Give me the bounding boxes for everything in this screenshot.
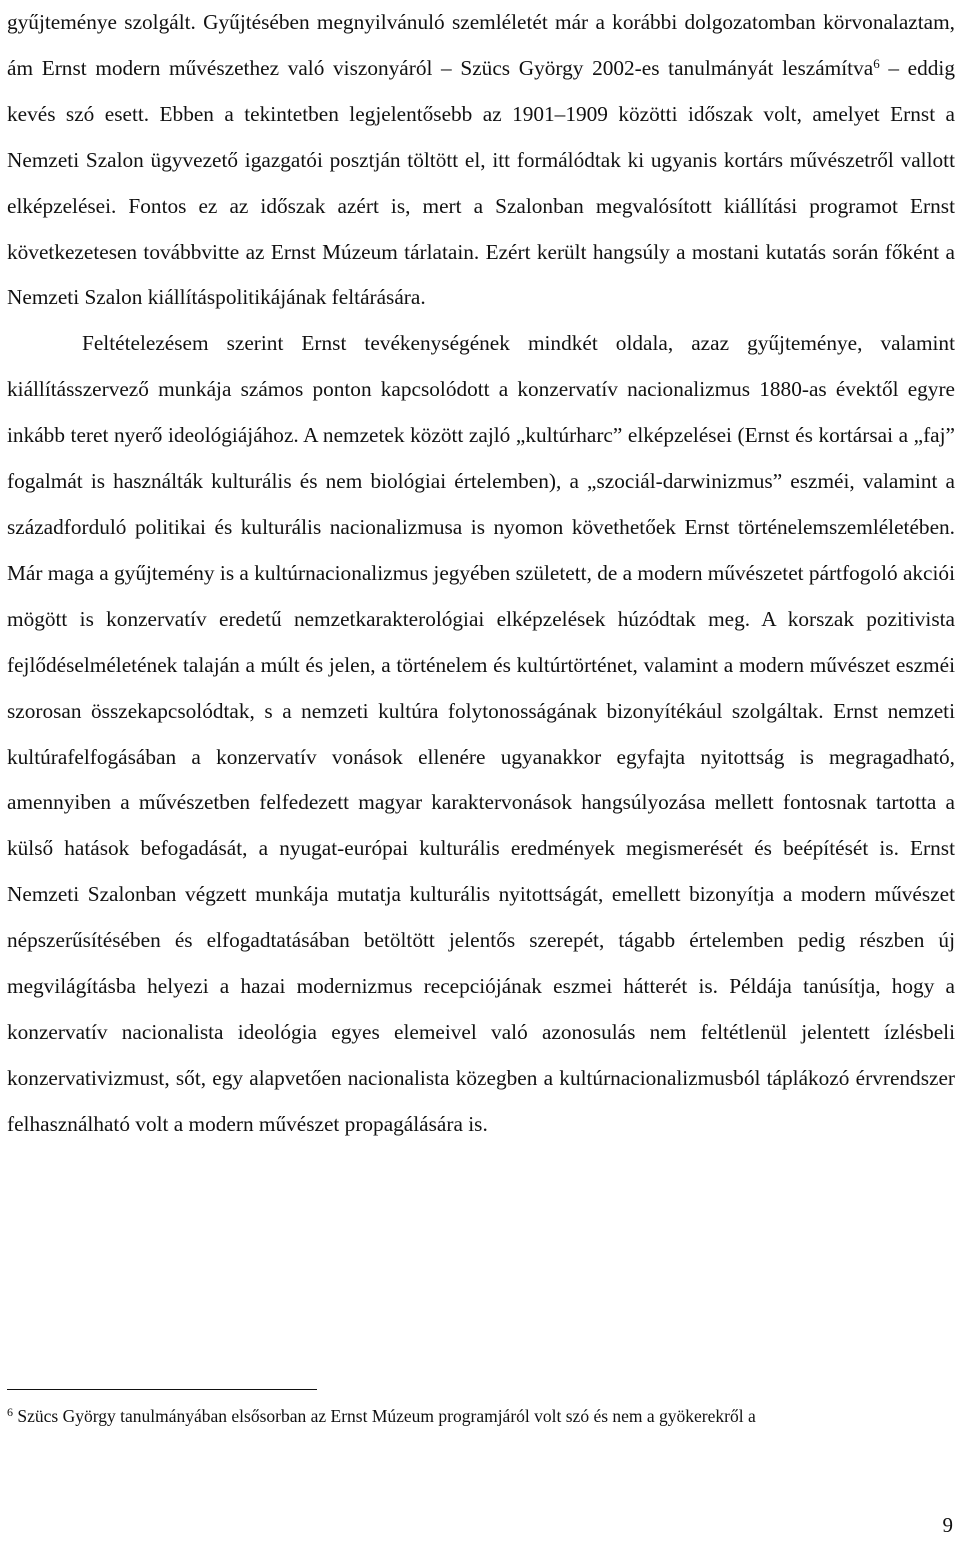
- footnote: [7, 1401, 955, 1431]
- document-page: [7, 0, 955, 1554]
- paragraph-1-start: gyűjteménye szolgált. Gyűjtésében megnyilvánuló szemléletét már a korábbi dolgozatomban körvonalaztam, ám Ernst modern művészethez való viszonyáról – Szücs György 2002-es tanulmányát leszámítva: [7, 10, 955, 80]
- footnote-text: Szücs György tanulmányában elsősorban az Ernst Múzeum programjáról volt szó és nem a gyökerekről a: [13, 1406, 756, 1426]
- paragraph-1-end: – eddig kevés szó esett. Ebben a tekintetben legjelentősebb az 1901–1909 közötti időszak volt, amelyet Ernst a Nemzeti Szalon ügyvezető igazgatói posztján töltött el, itt formálódtak ki ugyanis kortárs művészetről vallott elképzelései. Fontos ez az időszak azért is, mert a Szalonban megvalósított kiállítási programot Ernst következetesen továbbvitte az Ernst Múzeum tárlatain. Ezért került hangsúly a mostani kutatás során főként a Nemzeti Szalon kiállításpolitikájának feltárására.: [7, 55, 955, 310]
- paragraph-2: Feltételezésem szerint Ernst tevékenységének mindkét oldala, azaz gyűjteménye, valamint kiállításszervező munkája számos ponton kapcsolódott a konzervatív nacionalizmus 1880-as évektől egyre inkább teret nyerő ideológiájához. A nemzetek között zajló „kultúrharc” elképzelései (Ernst és kortársai a „faj” fogalmát is használták kulturális és nem biológiai értelemben), a „szociál-darwinizmus” eszméi, valamint a századforduló politikai és kulturális nacionalizmusa is nyomon követhetőek Ernst történelemszemléletében. Már maga a gyűjtemény is a kultúrnacionalizmus jegyében született, de a modern művészetet pártfogoló akciói mögött is konzervatív eredetű nemzetkarakterológiai elképzelések húzódtak meg. A korszak pozitivista fejlődéselméletének talaján a múlt és jelen, a történelem és kultúrtörténet, valamint a modern művészet eszméi szorosan összekapcsolódtak, s a nemzeti kultúra folytonosságának bizonyítékául szolgáltak. Ernst nemzeti kultúrafelfogásában a konzervatív vonások ellenére ugyanakkor egyfajta nyitottság is megragadható, amennyiben a művészetben felfedezett magyar karaktervonások hangsúlyozása mellett fontosnak tartotta a külső hatások befogadását, a nyugat-európai kulturális eredmények megismerését és beépítését is. Ernst Nemzeti Szalonban végzett munkája mutatja kulturális nyitottságát, emellett bizonyítja a modern művészet népszerűsítésében és elfogadtatásában betöltött jelentős szerepét, tágabb értelemben pedig részben új megvilágításba helyezi a hazai modernizmus recepciójának eszmei hátterét is. Példája tanúsítja, hogy a konzervatív nacionalista ideológia egyes elemeivel való azonosulás nem feltétlenül jelentett ízlésbeli konzervativizmust, sőt, egy alapvetően nacionalista közegben a kultúrnacionalizmusból táplákozó érvrendszer felhasználható volt a modern művészet propagálására is.: [7, 331, 955, 1136]
- body-text: [7, 0, 955, 1148]
- paragraph-1: [7, 0, 955, 321]
- footnote-reference[interactable]: 6: [873, 55, 880, 71]
- page-number: 9: [942, 1513, 953, 1537]
- footnote-separator: [7, 1389, 317, 1390]
- footnote-number: 6: [7, 1405, 13, 1419]
